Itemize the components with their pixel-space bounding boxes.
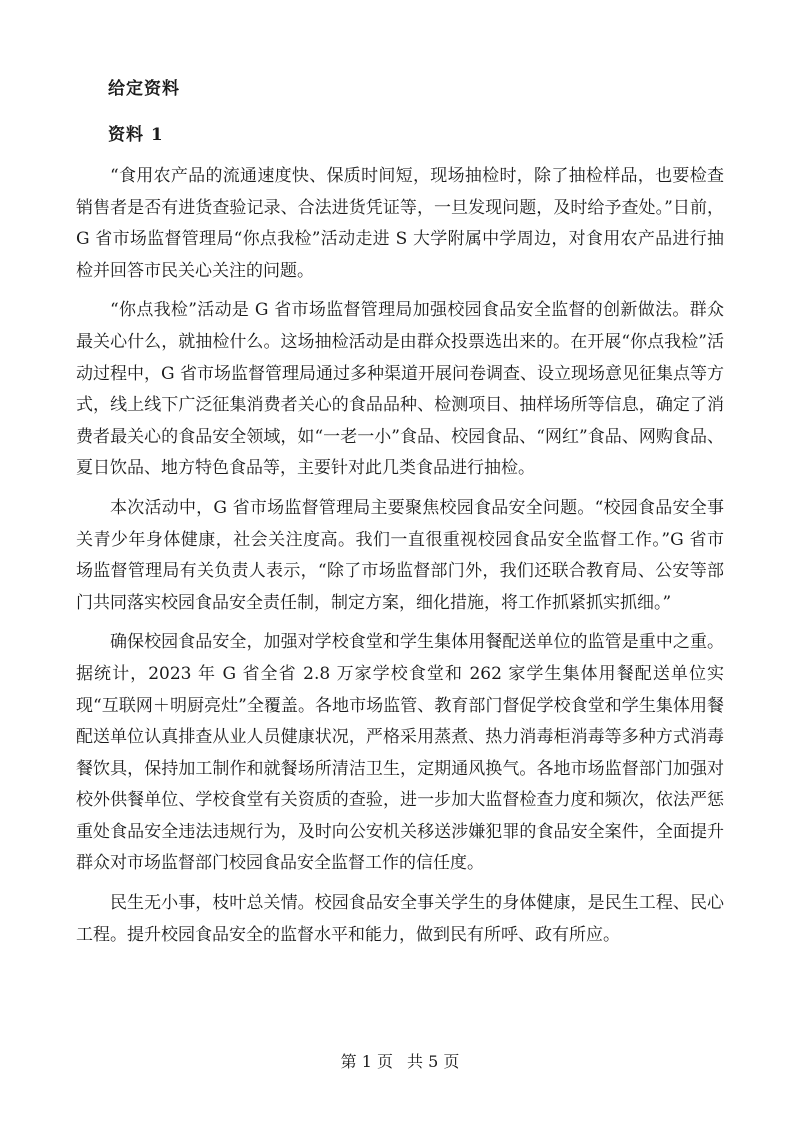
paragraph-4: 确保校园食品安全，加强对学校食堂和学生集体用餐配送单位的监管是重中之重。据统计，2023 年 G 省全省 2.8 万家学校食堂和 262 家学生集体用餐配送单位实现“互联网＋明厨亮灶”全覆盖。各地市场监管、教育部门督促学校食堂和学生集体用餐配送单位认真排查从业人员健康状况，严格采用蒸煮、热力消毒柜消毒等多种方式消毒餐饮具，保持加工制作和就餐场所清洁卫生，定期通风换气。各地市场监督部门加强对校外供餐单位、学校食堂有关资质的查验，进一步加大监督检查力度和频次，依法严惩重处食品安全违法违规行为，及时向公安机关移送涉嫌犯罪的食品安全案件，全面提升群众对市场监督部门校园食品安全监督工作的信任度。 bbox=[76, 632, 724, 874]
paragraph-2: “你点我检”活动是 G 省市场监督管理局加强校园食品安全监督的创新做法。群众最关心什么，就抽检什么。这场抽检活动是由群众投票选出来的。在开展“你点我检”活动过程中，G 省市场监督管理局通过多种渠道开展问卷调查、设立现场意见征集点等方式，线上线下广泛征集消费者关心的食品品种、检测项目、抽样场所等信息，确定了消费者最关心的食品安全领域，如“一老一小”食品、校园食品、“网红”食品、网购食品、夏日饮品、地方特色食品等，主要针对此几类食品进行抽检。 bbox=[76, 300, 724, 479]
document-heading: 给定资料 bbox=[108, 79, 180, 99]
paragraph-3: 本次活动中，G 省市场监督管理局主要聚焦校园食品安全问题。“校园食品安全事关青少年身体健康，社会关注度高。我们一直很重视校园食品安全监督工作。”G 省市场监督管理局有关负责人表示，“除了市场监督部门外，我们还联合教育局、公安等部门共同落实校园食品安全责任制，制定方案，细化措施，将工作抓紧抓实抓细。” bbox=[76, 497, 724, 613]
page-footer bbox=[0, 1052, 800, 1072]
paragraph-5: 民生无小事，枝叶总关情。校园食品安全事关学生的身体健康，是民生工程、民心工程。提升校园食品安全的监督水平和能力，做到民有所呼、政有所应。 bbox=[76, 893, 724, 945]
document-body bbox=[76, 161, 724, 959]
paragraph-1: “食用农产品的流通速度快、保质时间短，现场抽检时，除了抽检样品，也要检查销售者是否有进货查验记录、合法进货凭证等，一旦发现问题，及时给予查处。”日前，G 省市场监督管理局“你点我检”活动走进 S 大学附属中学周边，对食用农产品进行抽检并回答市民关心关注的问题。 bbox=[76, 166, 724, 281]
page-total: 共 5 页 bbox=[407, 1052, 460, 1071]
page-number: 第 1 页 bbox=[340, 1052, 393, 1071]
section-title: 资料 1 bbox=[108, 125, 164, 145]
